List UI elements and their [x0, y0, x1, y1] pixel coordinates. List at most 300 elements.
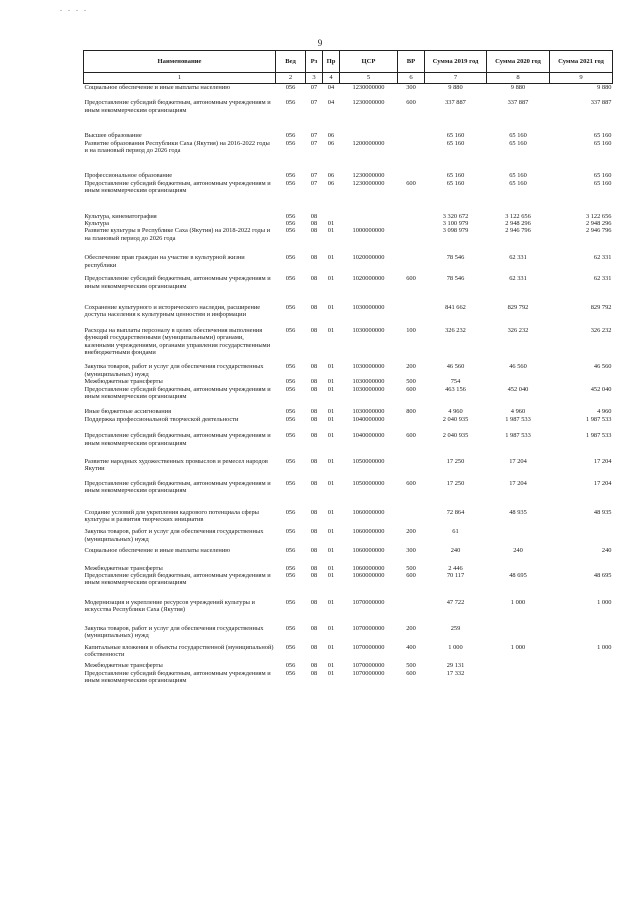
header-sum-2019: Сумма 2019 год [425, 51, 487, 73]
row-rz: 08 [310, 254, 318, 262]
row-sum-2021: 62 331 [593, 275, 612, 283]
row-vr [398, 304, 425, 319]
row-csr [340, 213, 398, 220]
row-sum-2020: 1 000 [510, 598, 526, 606]
row-vr: 600 [406, 572, 416, 580]
row-vr: 500 [406, 662, 416, 670]
header-pr: Пр [323, 51, 340, 73]
table-row [84, 275, 613, 290]
row-spacer-cell [84, 290, 613, 304]
row-csr: 1030000000 [352, 385, 385, 393]
row-name: Высшее образование [84, 132, 142, 140]
row-sum-2020 [487, 625, 550, 640]
row-name: Иные бюджетные ассигнования [84, 408, 172, 416]
table-row [84, 547, 613, 554]
row-name: Предоставление субсидий бюджетным, автономным учреждениям и иным некоммерческим организациям [84, 179, 271, 195]
row-csr: 1230000000 [352, 84, 385, 91]
column-number: 4 [323, 73, 340, 84]
column-number: 7 [425, 73, 487, 84]
row-ved: 056 [285, 139, 296, 147]
row-vr: 600 [406, 179, 416, 187]
header-name: Наименование [84, 51, 276, 73]
row-sum-2021: 1 000 [597, 598, 612, 606]
row-sum-2019: 2 040 935 [442, 432, 469, 440]
table-row [84, 99, 613, 114]
row-csr: 1030000000 [352, 408, 385, 416]
row-name: Предоставление субсидий бюджетным, автономным учреждениям и иным некоммерческим организациям [84, 572, 271, 587]
row-name: Поддержка профессиональной творческой деятельности [84, 415, 239, 423]
row-rz: 08 [310, 326, 318, 334]
row-spacer [84, 423, 613, 432]
row-spacer-cell [84, 242, 613, 254]
row-sum-2020: 46 560 [509, 363, 527, 371]
row-vr: 600 [406, 432, 416, 440]
row-rz: 07 [310, 172, 318, 180]
row-spacer [84, 319, 613, 327]
row-name: Предоставление субсидий бюджетным, автономным учреждениям и иным некоммерческим организациям [84, 385, 271, 400]
row-spacer-cell [84, 319, 613, 327]
row-pr: 01 [327, 408, 335, 416]
row-spacer-cell [84, 614, 613, 625]
row-csr: 1060000000 [352, 564, 385, 572]
row-rz: 08 [310, 564, 318, 572]
row-rz: 07 [310, 99, 318, 107]
row-sum-2019: 463 156 [445, 385, 466, 393]
row-pr: 06 [327, 139, 335, 147]
row-ved: 056 [285, 624, 296, 632]
row-vr: 400 [406, 643, 416, 651]
row-csr: 1030000000 [352, 326, 385, 334]
row-sum-2021: 48 935 [593, 508, 612, 516]
row-csr: 1230000000 [352, 172, 385, 180]
row-vr: 600 [406, 385, 416, 393]
table-row [84, 416, 613, 423]
row-sum-2021: 65 160 [593, 132, 612, 140]
row-sum-2019: 46 560 [446, 363, 465, 371]
row-pr: 04 [327, 84, 335, 91]
row-ved: 056 [285, 669, 296, 677]
row-sum-2021: 17 204 [593, 479, 612, 487]
row-name: Предоставление субсидий бюджетным, автономным учреждениям и иным некоммерческим организациям [84, 669, 271, 685]
scan-artifact-dots: . . . . [60, 4, 88, 13]
row-pr: 01 [327, 303, 335, 311]
row-name: Капитальные вложения в объекты государственной (муниципальной) собственности [84, 643, 274, 658]
row-pr: 06 [327, 179, 335, 187]
row-csr: 1020000000 [352, 275, 385, 283]
row-spacer [84, 114, 613, 132]
row-ved: 056 [285, 385, 296, 393]
row-name: Межбюджетные трансферты [84, 662, 163, 670]
row-sum-2020: 829 792 [507, 303, 529, 311]
row-sum-2019: 326 232 [445, 326, 466, 334]
table-row [84, 662, 613, 669]
row-name: Предоставление субсидий бюджетным, автономным учреждениям и иным некоммерческим организациям [84, 479, 271, 495]
row-sum-2021: 9 880 [597, 84, 612, 91]
row-sum-2019: 78 546 [446, 254, 465, 262]
row-sum-2021: 337 887 [590, 99, 612, 107]
row-spacer-cell [84, 356, 613, 363]
table-row [84, 565, 613, 572]
budget-table [83, 50, 613, 685]
row-sum-2019: 78 546 [446, 275, 465, 283]
row-ved: 056 [285, 303, 296, 311]
row-ved: 056 [285, 458, 296, 465]
column-number: 5 [340, 73, 398, 84]
row-sum-2020: 65 160 [509, 172, 527, 180]
row-name: Развитие народных художественных промыслов и ремесел народов Якутии [84, 458, 268, 473]
column-number: 6 [398, 73, 425, 84]
row-sum-2020: 65 160 [509, 132, 527, 140]
row-sum-2020: 1 987 533 [505, 415, 531, 423]
row-sum-2019: 754 [450, 378, 461, 386]
row-ved: 056 [285, 326, 296, 334]
row-vr: 500 [406, 378, 416, 386]
row-name: Развитие образования Республики Саха (Якутия) на 2016-2022 годы и на плановый период до 2026 года [84, 139, 270, 155]
row-pr: 01 [327, 572, 335, 580]
row-spacer-cell [84, 473, 613, 480]
table-row [84, 363, 613, 378]
column-number: 1 [84, 73, 276, 84]
row-name: Культура [84, 220, 109, 228]
row-rz: 08 [310, 212, 318, 220]
column-number: 3 [306, 73, 323, 84]
row-rz: 07 [310, 179, 318, 187]
table-row [84, 180, 613, 195]
row-name: Предоставление субсидий бюджетным, автономным учреждениям и иным некоммерческим организациям [84, 432, 271, 447]
row-vr: 800 [406, 408, 416, 416]
row-name: Создание условий для укрепления кадрового потенциала сферы культуры и развития творческих инициатив [84, 508, 259, 524]
row-name: Закупка товаров, работ и услуг для обеспечения государственных (муниципальных) нужд [84, 528, 264, 543]
row-spacer [84, 195, 613, 213]
table-header-row [84, 51, 613, 73]
row-spacer-cell [84, 587, 613, 599]
row-csr [340, 132, 398, 139]
row-ved: 056 [285, 179, 296, 187]
row-sum-2021: 2 948 296 [585, 220, 612, 228]
row-sum-2021: 1 987 533 [585, 432, 612, 440]
row-csr: 1060000000 [352, 572, 385, 580]
row-spacer [84, 447, 613, 458]
row-sum-2021: 62 331 [593, 254, 612, 262]
table-row [84, 327, 613, 357]
table-row [84, 599, 613, 614]
column-number-row [84, 73, 613, 84]
row-sum-2021: 48 695 [593, 572, 612, 580]
row-csr: 1060000000 [352, 547, 385, 555]
page-number: 9 [317, 38, 323, 48]
table-row [84, 220, 613, 227]
row-sum-2019: 259 [450, 624, 461, 632]
row-sum-2021: 829 792 [590, 303, 612, 311]
row-pr: 01 [327, 669, 335, 677]
row-sum-2019: 61 [452, 528, 459, 536]
row-sum-2020: 65 160 [509, 179, 527, 187]
row-ved: 056 [285, 479, 296, 487]
row-ved: 056 [285, 227, 296, 235]
header-csr: ЦСР [340, 51, 398, 73]
row-sum-2019: 2 446 [448, 564, 463, 572]
row-rz: 08 [310, 508, 318, 516]
row-sum-2021 [550, 528, 613, 543]
row-ved: 056 [285, 172, 296, 180]
row-csr: 1040000000 [352, 415, 385, 423]
row-name: Модернизация и укрепление ресурсов учреждений культуры и искусства Республики Саха (Якутия) [84, 598, 255, 614]
row-name: Культура, кинематография [84, 212, 157, 220]
row-name: Межбюджетные трансферты [84, 564, 163, 572]
row-ved: 056 [285, 275, 296, 283]
row-ved: 056 [285, 254, 296, 262]
row-vr [398, 458, 425, 473]
table-row [84, 644, 613, 659]
row-ved: 056 [285, 643, 296, 651]
row-csr: 1070000000 [352, 662, 385, 670]
row-pr: 01 [327, 643, 335, 651]
row-rz: 08 [310, 528, 318, 536]
row-spacer [84, 614, 613, 625]
row-ved: 056 [285, 220, 296, 228]
row-ved: 056 [285, 415, 296, 423]
row-ved: 056 [285, 432, 296, 440]
row-pr: 01 [327, 458, 335, 465]
row-sum-2020: 4 960 [510, 408, 526, 416]
row-pr: 01 [327, 254, 335, 262]
row-ved: 056 [285, 547, 296, 555]
row-name: Закупка товаров, работ и услуг для обеспечения государственных (муниципальных) нужд [84, 624, 264, 640]
table-body [84, 84, 613, 685]
row-spacer [84, 290, 613, 304]
row-sum-2019: 17 250 [446, 458, 465, 465]
row-pr: 01 [327, 385, 335, 393]
table-row [84, 132, 613, 139]
row-rz: 08 [310, 220, 318, 228]
row-rz: 08 [310, 385, 318, 393]
row-rz: 08 [310, 458, 318, 465]
row-ved: 056 [285, 508, 296, 516]
row-sum-2019: 29 131 [446, 662, 465, 670]
row-pr: 01 [327, 432, 335, 440]
row-sum-2020: 62 331 [509, 254, 527, 262]
row-rz: 08 [310, 643, 318, 651]
row-name: Сохранение культурного и исторического наследия, расширение доступа населения к культурным ценностям и информации [84, 303, 261, 319]
row-vr [398, 172, 425, 179]
table-row [84, 528, 613, 543]
row-spacer-cell [84, 447, 613, 458]
row-ved: 056 [285, 408, 296, 416]
row-sum-2020: 1 987 533 [505, 432, 531, 440]
header-ved: Вед [276, 51, 306, 73]
column-number: 8 [487, 73, 550, 84]
row-sum-2020: 1 000 [510, 643, 526, 651]
row-vr: 200 [406, 528, 416, 536]
row-rz: 08 [310, 669, 318, 677]
row-pr [323, 213, 340, 220]
row-spacer-cell [84, 154, 613, 172]
table-row [84, 84, 613, 92]
row-sum-2021: 2 946 796 [585, 227, 612, 235]
row-sum-2021 [550, 378, 613, 385]
table-row [84, 509, 613, 524]
table-row [84, 213, 613, 220]
row-pr: 01 [327, 564, 335, 572]
row-rz: 08 [310, 547, 318, 555]
row-csr: 1070000000 [352, 669, 385, 677]
row-vr [398, 132, 425, 139]
row-rz: 07 [310, 132, 318, 140]
row-rz: 08 [310, 572, 318, 580]
row-sum-2019: 70 117 [446, 572, 465, 580]
row-rz: 08 [310, 378, 318, 386]
row-rz: 08 [310, 227, 318, 235]
row-pr: 01 [327, 528, 335, 536]
row-sum-2019: 240 [450, 547, 461, 555]
row-vr: 200 [406, 363, 416, 371]
row-csr: 1050000000 [352, 479, 385, 487]
row-sum-2019: 3 098 979 [442, 227, 469, 235]
row-sum-2021 [550, 565, 613, 572]
row-sum-2021: 452 040 [590, 385, 612, 393]
table-row [84, 140, 613, 155]
row-sum-2020 [487, 528, 550, 543]
row-csr: 1070000000 [352, 598, 385, 606]
row-sum-2021: 1 000 [597, 643, 612, 651]
row-ved: 056 [285, 84, 296, 91]
row-name: Социальное обеспечение и иные выплаты населению [84, 547, 231, 555]
row-sum-2021: 65 160 [593, 139, 612, 147]
row-vr [398, 254, 425, 269]
row-rz: 07 [310, 84, 318, 91]
row-ved: 056 [285, 132, 296, 140]
row-ved: 056 [285, 363, 296, 371]
row-sum-2021: 65 160 [593, 179, 612, 187]
row-vr [398, 140, 425, 155]
row-ved: 056 [285, 598, 296, 606]
row-sum-2019: 65 160 [446, 172, 465, 180]
row-sum-2021: 326 232 [590, 326, 612, 334]
row-pr: 06 [327, 132, 335, 140]
row-sum-2020: 326 232 [507, 326, 529, 334]
row-rz: 08 [310, 408, 318, 416]
row-sum-2020: 48 695 [509, 572, 527, 580]
row-sum-2020: 62 331 [509, 275, 527, 283]
row-sum-2019: 65 160 [446, 179, 465, 187]
row-pr: 01 [327, 415, 335, 423]
row-csr [340, 220, 398, 227]
row-sum-2019: 841 662 [445, 303, 466, 311]
row-vr: 600 [406, 669, 416, 677]
row-name: Обеспечение прав граждан на участие в культурной жизни республики [84, 254, 245, 269]
row-rz: 08 [310, 363, 318, 371]
table-row [84, 572, 613, 587]
row-pr: 01 [327, 479, 335, 487]
row-sum-2019: 17 332 [446, 669, 465, 677]
row-sum-2020 [487, 378, 550, 385]
row-sum-2019: 1 000 [448, 643, 463, 651]
row-pr: 01 [327, 220, 335, 228]
row-sum-2021: 65 160 [593, 172, 612, 180]
row-rz: 08 [310, 479, 318, 487]
row-vr: 300 [406, 547, 416, 555]
row-spacer-cell [84, 423, 613, 432]
row-spacer [84, 356, 613, 363]
row-rz: 08 [310, 624, 318, 632]
row-name: Развитие культуры в Республике Саха (Якутия) на 2018-2022 годы и на плановый период до 2026 года [84, 227, 271, 242]
row-pr: 01 [327, 326, 335, 334]
row-pr: 01 [327, 624, 335, 632]
table-row [84, 378, 613, 385]
row-spacer [84, 495, 613, 509]
row-rz: 08 [310, 598, 318, 606]
row-ved: 056 [285, 572, 296, 580]
row-csr: 1070000000 [352, 624, 385, 632]
row-rz: 08 [310, 432, 318, 440]
row-sum-2021: 46 560 [593, 363, 612, 371]
row-sum-2021: 3 122 656 [585, 212, 612, 220]
row-name: Социальное обеспечение и иные выплаты населению [84, 84, 231, 91]
table-row [84, 386, 613, 401]
table-row [84, 458, 613, 473]
row-ved: 056 [285, 662, 296, 670]
row-pr: 01 [327, 662, 335, 670]
row-sum-2019: 337 887 [445, 99, 466, 107]
row-csr: 1000000000 [352, 227, 385, 235]
row-csr: 1060000000 [352, 528, 385, 536]
row-vr [398, 227, 425, 242]
row-spacer-cell [84, 400, 613, 408]
row-sum-2019: 4 960 [448, 408, 463, 416]
table-row [84, 408, 613, 415]
row-sum-2020: 337 887 [507, 99, 529, 107]
row-name: Закупка товаров, работ и услуг для обеспечения государственных (муниципальных) нужд [84, 363, 264, 378]
table-row [84, 625, 613, 640]
table-row [84, 254, 613, 269]
row-spacer [84, 242, 613, 254]
row-sum-2019: 3 100 979 [442, 220, 469, 228]
row-sum-2019: 17 250 [446, 479, 465, 487]
row-vr: 100 [406, 326, 416, 334]
header-vr: ВР [398, 51, 425, 73]
row-vr [398, 509, 425, 524]
row-sum-2020: 17 204 [509, 458, 527, 465]
row-rz: 08 [310, 275, 318, 283]
row-csr: 1050000000 [352, 458, 385, 465]
row-sum-2021: 17 204 [593, 458, 612, 465]
row-vr: 500 [406, 564, 416, 572]
row-pr: 01 [327, 547, 335, 555]
row-name: Расходы на выплаты персоналу в целях обеспечения выполнения функций государственными (муниципальными) органами, казенными учреждениями, органами управления государственными внебюджетными фондами [84, 326, 271, 356]
row-name: Предоставление субсидий бюджетным, автономным учреждениям и иным некоммерческим организациям [84, 99, 271, 114]
row-vr: 200 [406, 624, 416, 632]
row-sum-2021 [550, 662, 613, 669]
row-sum-2021: 4 960 [597, 408, 612, 416]
row-ved: 056 [285, 99, 296, 107]
row-sum-2021: 240 [601, 547, 612, 555]
table-row [84, 670, 613, 685]
row-csr: 1070000000 [352, 643, 385, 651]
row-ved: 056 [285, 528, 296, 536]
table-row [84, 172, 613, 179]
header-sum-2020: Сумма 2020 год [487, 51, 550, 73]
row-csr: 1020000000 [352, 254, 385, 262]
row-vr: 600 [406, 99, 416, 107]
row-sum-2020 [487, 662, 550, 669]
row-csr: 1060000000 [352, 508, 385, 516]
row-sum-2019: 9 880 [448, 84, 463, 91]
row-ved: 056 [285, 378, 296, 386]
row-sum-2020: 9 880 [510, 84, 526, 91]
row-sum-2020: 240 [513, 547, 523, 555]
table-row [84, 227, 613, 242]
row-rz: 08 [310, 415, 318, 423]
